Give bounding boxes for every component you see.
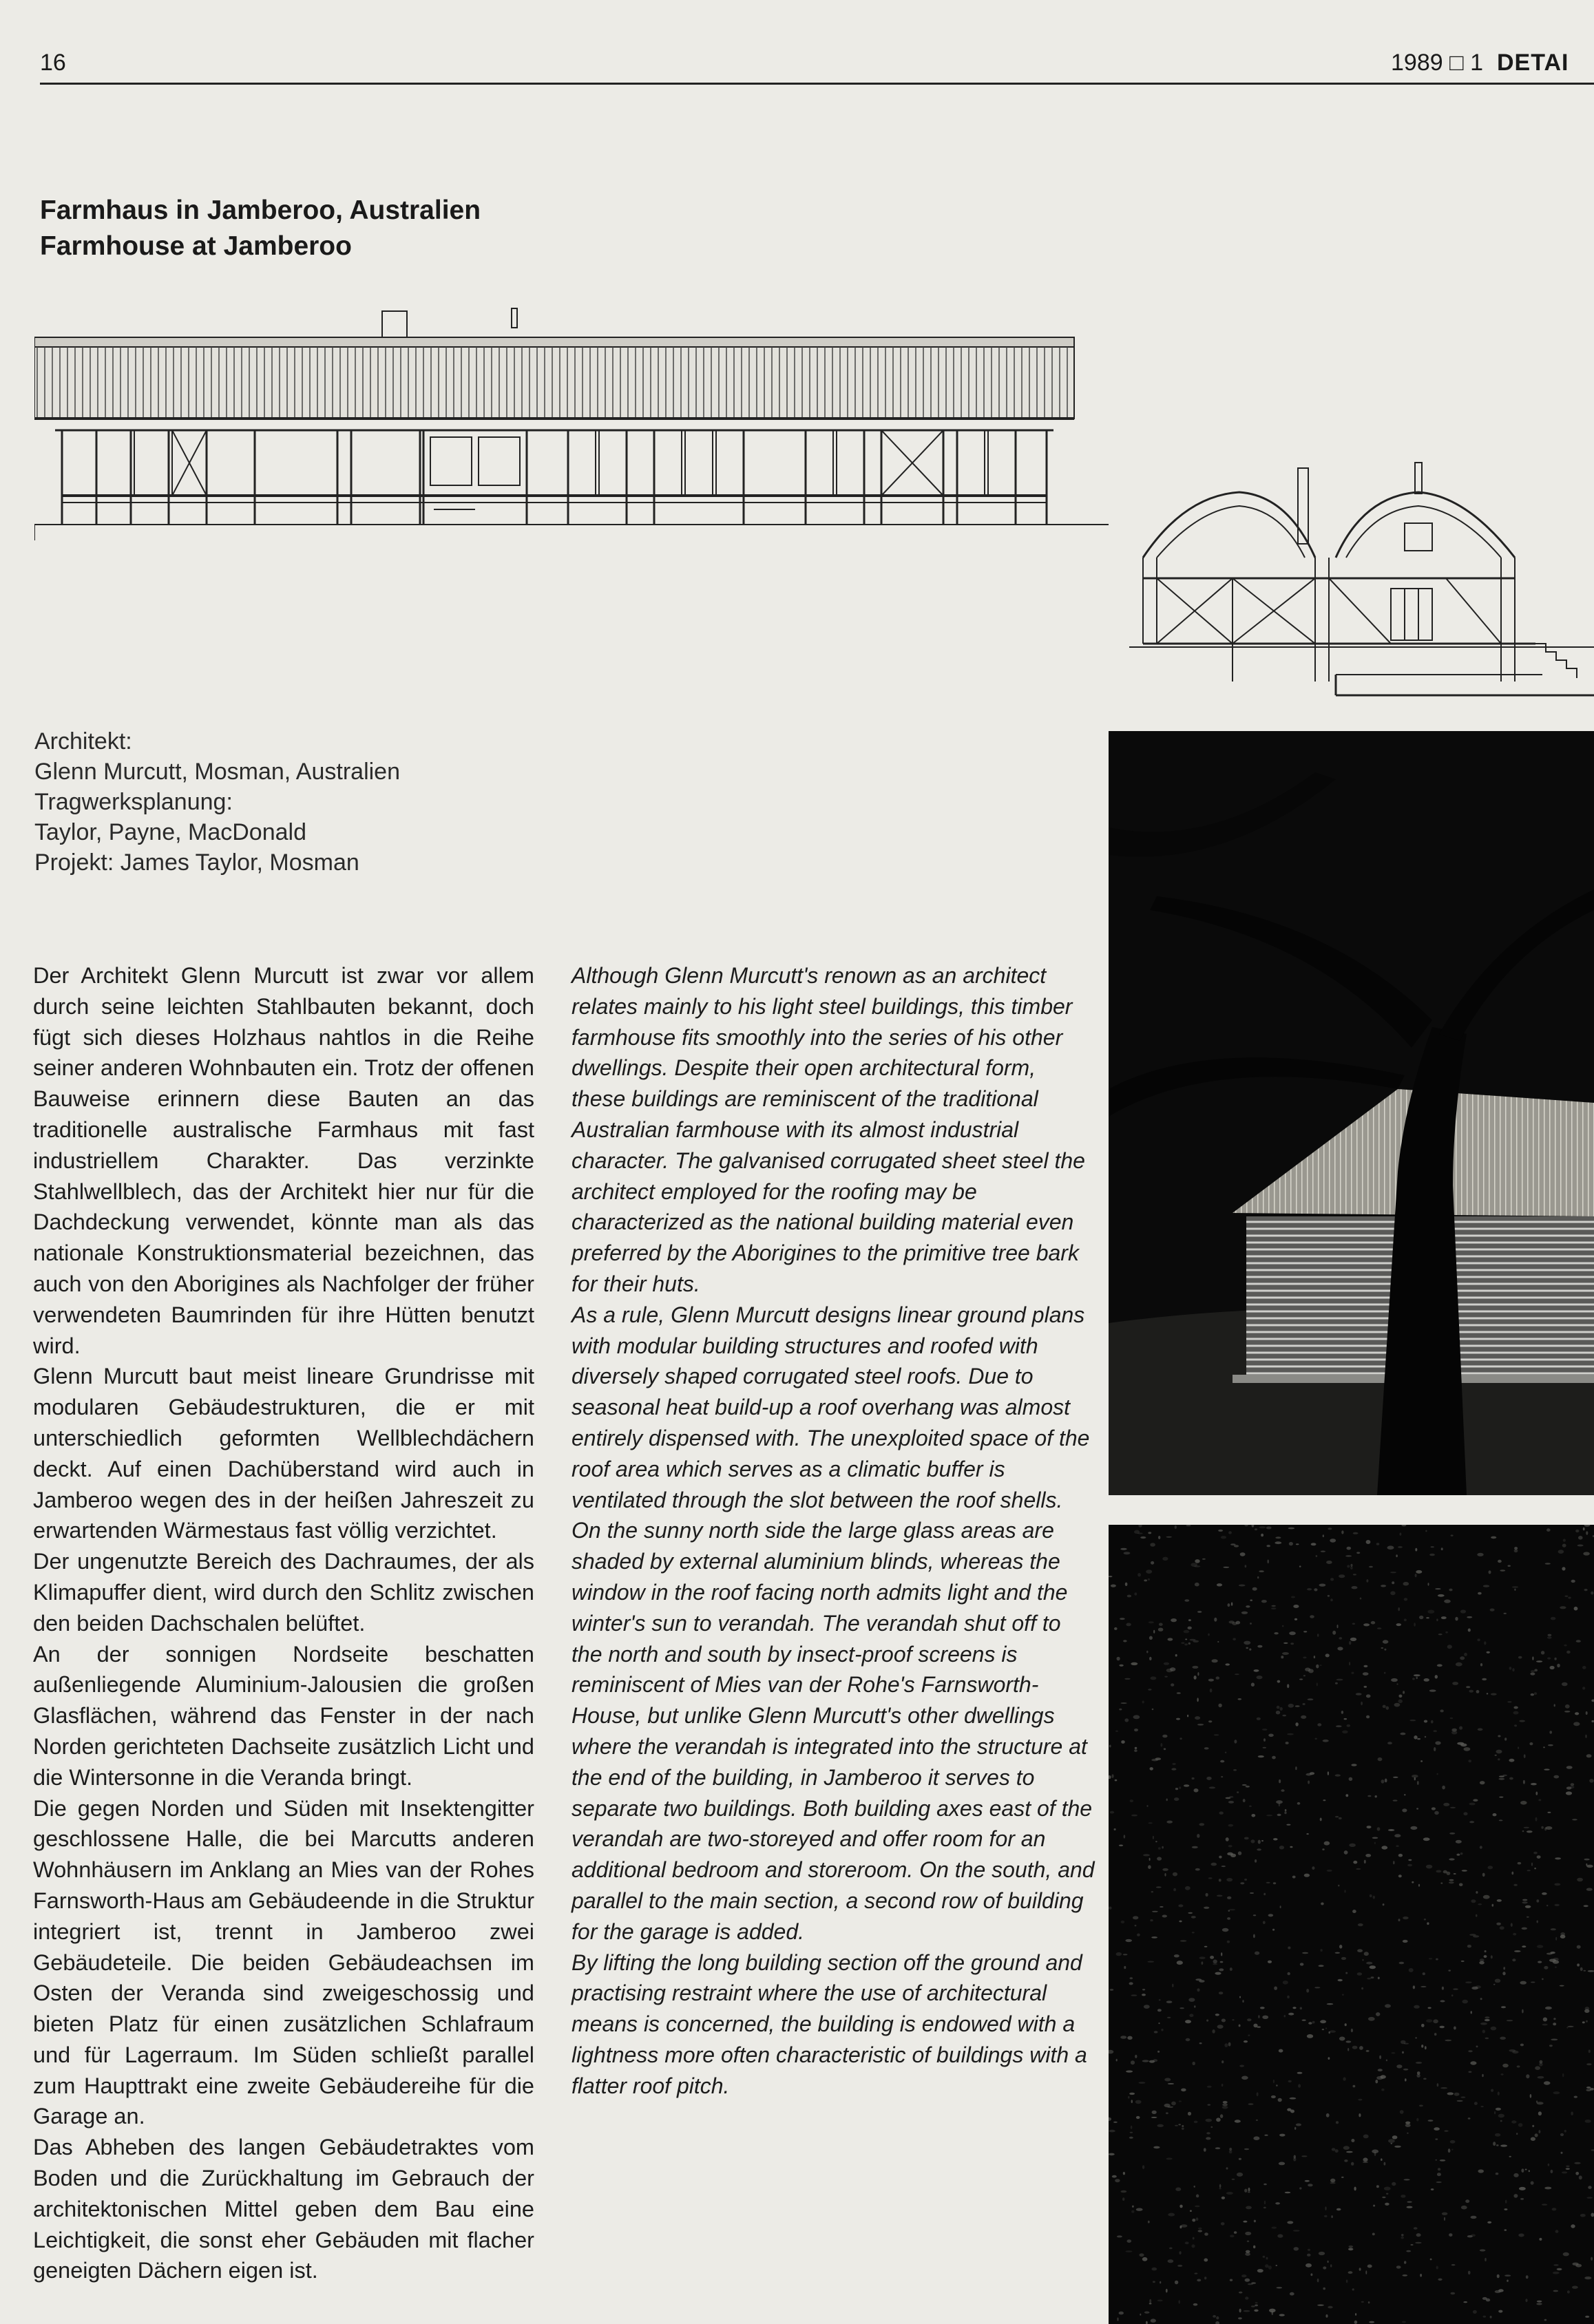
english-paragraph: On the sunny north side the large glass areas are shaded by external aluminium blinds, whereas the window in the roof facing north admits light and the winter's sun to verandah. The verandah shut off to the north and south by insect-proof screens is reminiscent of Mies van der Rohe's Farnsworth-House, but unlike Glenn Murcutt's other dwellings where the verandah is integrated into the structure at the end of the building, in Jamberoo it serves to separate two buildings. Both building axes east of the verandah are two-storeyed and offer room for an additional bedroom and storeroom. On the south, and parallel to the main section, a second row of building for the garage is added.	[571, 1518, 1095, 1944]
german-paragraph: Glenn Murcutt baut meist lineare Grundrisse mit modularen Gebäudestrukturen, die er mit unterschiedlich geformten Wellblechdächern deckt. Auf einen Dachüberstand wird auch in Jamberoo wegen des in der heißen Jahreszeit zu erwartenden Wärmestaus fast völlig verzichtet.	[33, 1364, 534, 1543]
header-rule	[40, 83, 1594, 85]
section-drawing	[1129, 454, 1594, 702]
german-paragraph: An der sonnigen Nordseite beschatten außenliegende Aluminium-Jalousien die großen Glasflächen, während das Fenster in der nach Norden gerichteten Dachseite zusätzlich Licht und die Wintersonne in die Veranda bringt.	[33, 1641, 534, 1790]
title-german: Farmhaus in Jamberoo, Australien	[40, 196, 481, 225]
credit-line: Tragwerksplanung:	[34, 789, 233, 815]
elevation-drawing	[34, 303, 1109, 578]
project-credits	[34, 726, 400, 878]
german-paragraph: Das Abheben des langen Gebäudetraktes vom Boden und die Zurückhaltung im Gebrauch der architektonischen Mittel geben dem Bau eine Leichtigkeit, die sonst eher Gebäuden mit flacher geneigten Dächern eigen ist.	[33, 2135, 534, 2283]
credit-line: Projekt: James Taylor, Mosman	[34, 849, 359, 876]
english-paragraph: Although Glenn Murcutt's renown as an architect relates mainly to his light steel buildings, this timber farmhouse fits smoothly into the series of his other dwellings. Despite their open architectural form, these buildings are reminiscent of the traditional Australian farmhouse with its almost industrial character. The galvanised corrugated sheet steel the architect employed for the roofing may be characterized as the national building material even preferred by the Aborigines to the primitive tree bark for their huts.	[571, 963, 1085, 1296]
credit-line: Architekt:	[34, 728, 132, 754]
german-paragraph: Der ungenutzte Bereich des Dachraumes, der als Klimapuffer dient, wird durch den Schlitz zwischen den beiden Dachschalen belüftet.	[33, 1549, 534, 1636]
photo-house-with-tree	[1109, 731, 1594, 1495]
german-article-text	[33, 960, 534, 2286]
issue-number: 1989 □ 1	[1391, 50, 1483, 76]
english-paragraph: As a rule, Glenn Murcutt designs linear ground plans with modular building structures and roofed with diversely shaped corrugated steel roofs. Due to seasonal heat build-up a roof overhang was almost entirely dispensed with. The unexploited space of the roof area which serves as a climatic buffer is ventilated through the slot between the roof shells.	[571, 1302, 1090, 1512]
english-paragraph: By lifting the long building section off the ground and practising restraint where the use of architectural means is concerned, the building is endowed with a lightness more often characteristic of buildings with a flatter roof pitch.	[571, 1950, 1087, 2098]
photo-foliage	[1109, 1525, 1594, 2324]
article-title	[40, 193, 481, 264]
english-article-text	[571, 960, 1095, 2101]
page-number: 16	[40, 50, 66, 76]
german-paragraph: Der Architekt Glenn Murcutt ist zwar vor allem durch seine leichten Stahlbauten bekannt, doch fügt sich dieses Holzhaus nahtlos in die Reihe seiner anderen Wohnbauten ein. Trotz der offenen Bauweise erinnern diese Bauten an das traditionelle australische Farmhaus mit fast industriellem Charakter. Das verzinkte Stahlwellblech, das der Architekt hier nur für die Dachdeckung verwendet, könnte man als das nationale Konstruktionsmaterial bezeichnen, das auch von den Aborigines als Nachfolger der früher verwendeten Baumrinden für ihre Hütten benutzt wird.	[33, 963, 534, 1358]
credit-line: Glenn Murcutt, Mosman, Australien	[34, 759, 401, 785]
title-english: Farmhouse at Jamberoo	[40, 231, 352, 261]
magazine-brand: DETAI	[1496, 50, 1569, 76]
issue-header	[1391, 50, 1569, 76]
german-paragraph: Die gegen Norden und Süden mit Insektengitter geschlossene Halle, die bei Marcutts anderen Wohnhäusern im Anklang an Mies van der Rohes Farnsworth-Haus am Gebäudeende in die Struktur integriert ist, trennt in Jamberoo zwei Gebäudeteile. Die beiden Gebäudeachsen im Osten der Veranda sind zweigeschossig und bieten Platz für einen zusätzlichen Schlafraum und für Lagerraum. Im Süden schließt parallel zum Haupttrakt eine zweite Gebäudereihe für die Garage an.	[33, 1795, 535, 2129]
credit-line: Taylor, Payne, MacDonald	[34, 819, 306, 845]
